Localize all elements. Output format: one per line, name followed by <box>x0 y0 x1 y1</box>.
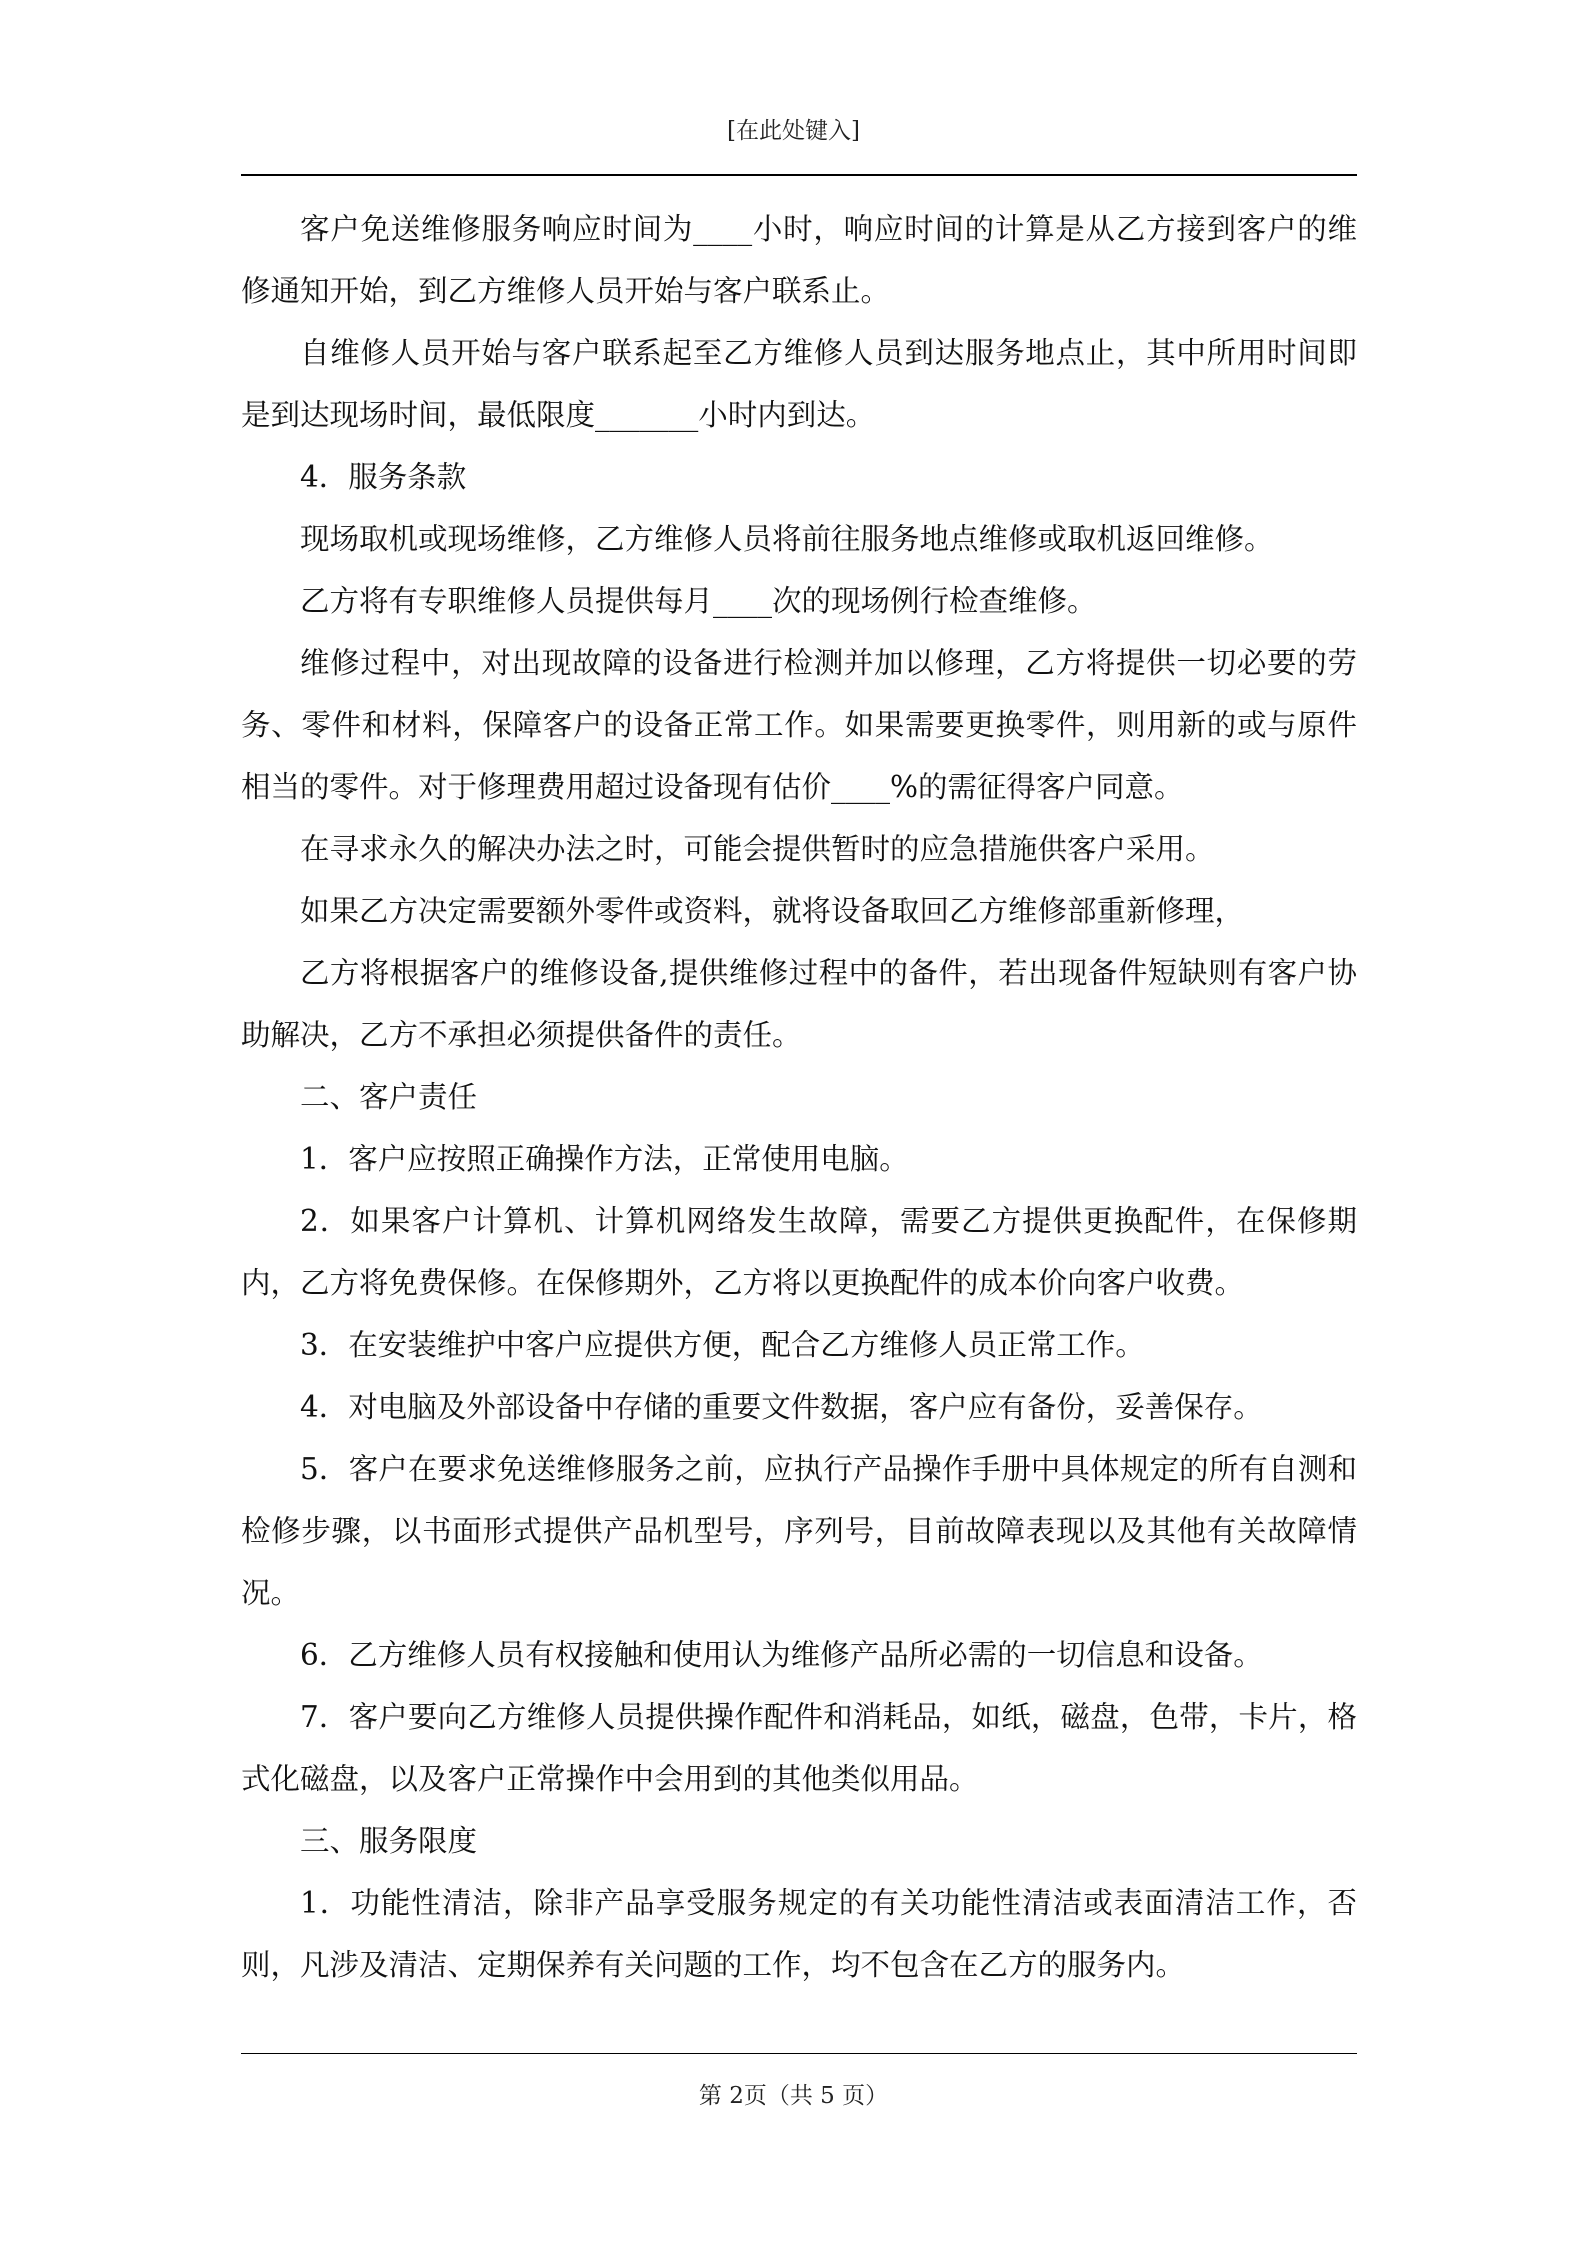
list-item: 1．客户应按照正确操作方法，正常使用电脑。 <box>300 1142 909 1176</box>
list-item: 3．在安装维护中客户应提供方便，配合乙方维修人员正常工作。 <box>300 1328 1145 1362</box>
paragraph: 自维修人员开始与客户联系起至乙方维修人员到达服务地点止，其中所用时间即是到达现场时间，最低限度_______小时内到达。 <box>241 336 1357 432</box>
document-body <box>241 198 1357 1996</box>
list-item: 7．客户要向乙方维修人员提供操作配件和消耗品，如纸，磁盘，色带，卡片，格式化磁盘，以及客户正常操作中会用到的其他类似用品。 <box>241 1700 1357 1796</box>
section-heading: 二、客户责任 <box>300 1080 478 1114</box>
paragraph: 乙方将有专职维修人员提供每月____次的现场例行检查维修。 <box>300 584 1097 618</box>
section-heading: 三、服务限度 <box>300 1824 478 1858</box>
list-item: 4．对电脑及外部设备中存储的重要文件数据，客户应有备份，妥善保存。 <box>300 1390 1263 1424</box>
page-footer: 第 2页（共 5 页） <box>698 2083 889 2109</box>
page-header: [在此处键入] <box>727 118 860 144</box>
footer-rule <box>241 2053 1357 2054</box>
paragraph: 乙方将根据客户的维修设备,提供维修过程中的备件，若出现备件短缺则有客户协助解决，乙方不承担必须提供备件的责任。 <box>241 956 1357 1052</box>
header-rule <box>241 174 1357 176</box>
paragraph: 维修过程中，对出现故障的设备进行检测并加以修理，乙方将提供一切必要的劳务、零件和材料，保障客户的设备正常工作。如果需要更换零件，则用新的或与原件相当的零件。对于修理费用超过设备现有估价____%的需征得客户同意。 <box>241 646 1357 804</box>
section-heading: 4．服务条款 <box>300 460 467 494</box>
list-item: 2．如果客户计算机、计算机网络发生故障，需要乙方提供更换配件，在保修期内，乙方将免费保修。在保修期外，乙方将以更换配件的成本价向客户收费。 <box>241 1204 1357 1300</box>
paragraph: 现场取机或现场维修，乙方维修人员将前往服务地点维修或取机返回维修。 <box>300 522 1274 556</box>
list-item: 5．客户在要求免送维修服务之前，应执行产品操作手册中具体规定的所有自测和检修步骤，以书面形式提供产品机型号，序列号，目前故障表现以及其他有关故障情况。 <box>241 1452 1357 1610</box>
paragraph: 如果乙方决定需要额外零件或资料，就将设备取回乙方维修部重新修理， <box>300 894 1245 928</box>
paragraph: 在寻求永久的解决办法之时，可能会提供暂时的应急措施供客户采用。 <box>300 832 1215 866</box>
paragraph: 客户免送维修服务响应时间为____小时，响应时间的计算是从乙方接到客户的维修通知开始，到乙方维修人员开始与客户联系止。 <box>241 212 1357 308</box>
list-item: 1．功能性清洁，除非产品享受服务规定的有关功能性清洁或表面清洁工作，否则，凡涉及清洁、定期保养有关问题的工作，均不包含在乙方的服务内。 <box>241 1886 1357 1982</box>
list-item: 6．乙方维修人员有权接触和使用认为维修产品所必需的一切信息和设备。 <box>300 1638 1263 1672</box>
